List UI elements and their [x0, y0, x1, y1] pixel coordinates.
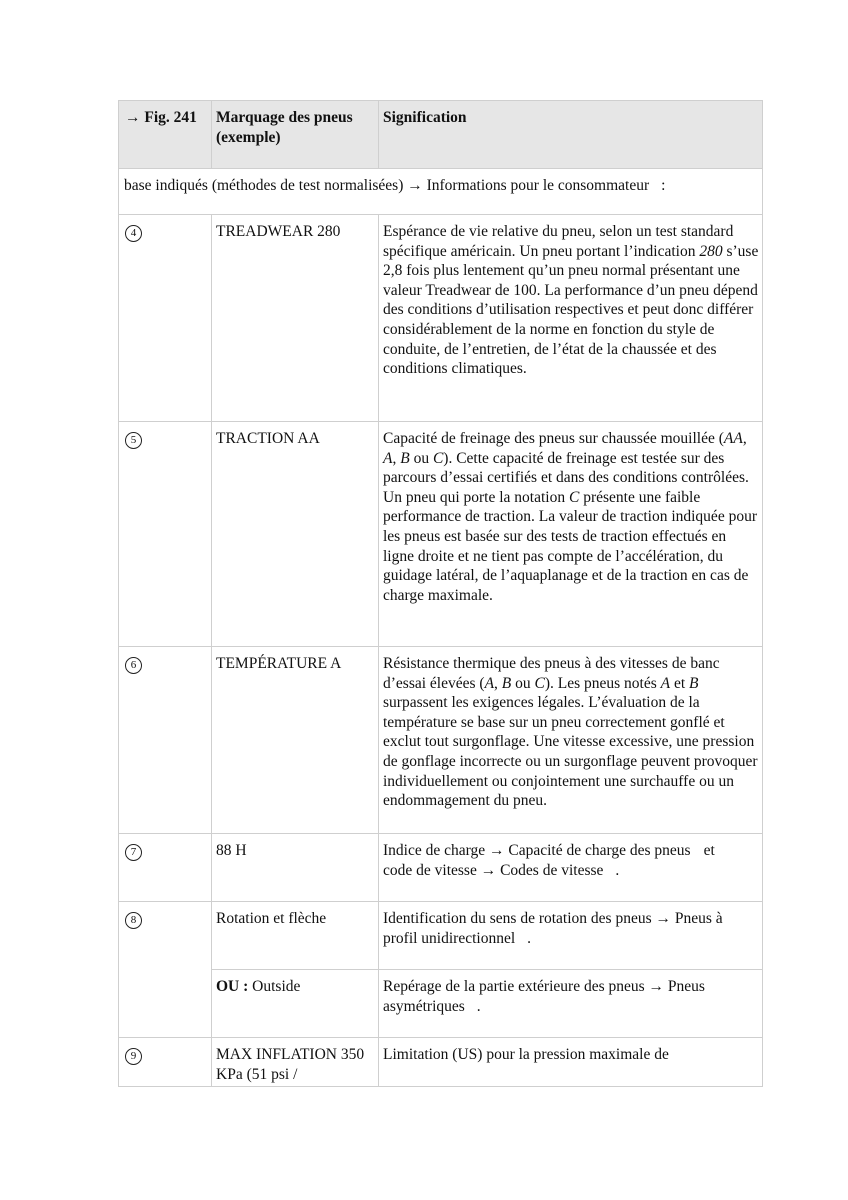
- marking-cell: 88 H: [212, 834, 379, 902]
- meaning-italic: B: [400, 449, 410, 467]
- meaning-cell: [379, 970, 763, 1038]
- meaning-italic: A: [383, 449, 393, 467]
- table-row: [119, 902, 763, 970]
- meaning-text: .: [476, 997, 481, 1015]
- marking-cell: TRACTION AA: [212, 422, 379, 647]
- meaning-text: ). Les pneus notés: [544, 674, 661, 692]
- table-row: [119, 422, 763, 647]
- header-fig-ref: → Fig. 241: [119, 101, 212, 169]
- marking-text: Outside: [248, 978, 301, 995]
- meaning-italic: C: [432, 449, 444, 467]
- circled-number: 4: [125, 225, 142, 242]
- meaning-text: ou: [511, 674, 535, 692]
- circled-number: 6: [125, 657, 142, 674]
- marking-cell: TREADWEAR 280: [212, 215, 379, 422]
- meaning-text: .: [615, 861, 620, 879]
- marking-cell: TEMPÉRATURE A: [212, 647, 379, 834]
- meaning-text: Capacité de freinage des pneus sur chaussée mouillée (: [383, 430, 724, 447]
- meaning-cell: [379, 834, 763, 902]
- meaning-text: ou: [409, 449, 433, 467]
- meaning-text: et: [670, 674, 690, 692]
- row-number-cell: [119, 215, 212, 422]
- meaning-text: Résistance thermique des pneus à des vitesses de banc d’essai élevées (: [383, 655, 720, 692]
- marking-cell: MAX INFLATION 350 KPa (51 psi /: [212, 1038, 379, 1087]
- meaning-text: Espérance de vie relative du pneu, selon un test standard spécifique américain. Un pneu portant l’indication: [383, 223, 734, 260]
- meaning-link-text[interactable]: Indice de charge → Capacité de charge des pneus: [383, 842, 691, 859]
- meaning-link-text[interactable]: Identification du sens de rotation des pneus → Pneus à profil unidirectionnel: [383, 910, 723, 947]
- subheader-suffix: :: [661, 177, 666, 194]
- meaning-cell: [379, 422, 763, 647]
- circled-number: 5: [125, 432, 142, 449]
- meaning-cell: [379, 215, 763, 422]
- row-number-cell: [119, 1038, 212, 1087]
- meaning-text: ,: [742, 430, 747, 447]
- table-row: [119, 834, 763, 902]
- marking-cell: Rotation et flèche: [212, 902, 379, 970]
- meaning-text: présente une faible performance de traction. La valeur de traction indiquée pour les pneus est basée sur des tests de traction effectués en ligne droite et ne tient pas compte de l’accélération, du guidage latéral, de l’aquaplanage et de la traction en cas de charge maximale.: [383, 488, 757, 604]
- table-row: [119, 647, 763, 834]
- row-number-cell: [119, 422, 212, 647]
- table-row: [119, 1038, 763, 1087]
- circled-number: 9: [125, 1048, 142, 1065]
- meaning-italic: 280: [699, 242, 723, 260]
- meaning-text: ,: [494, 674, 502, 692]
- header-meaning: Signification: [379, 101, 763, 169]
- meaning-italic: A: [660, 674, 671, 692]
- table-row: [119, 970, 763, 1038]
- row-number-cell: [119, 647, 212, 834]
- meaning-link-text[interactable]: Repérage de la partie extérieure des pneus → Pneus asymétriques: [383, 978, 705, 1015]
- circled-number: 8: [125, 912, 142, 929]
- meaning-italic: AA: [723, 430, 743, 447]
- subheader-row: [119, 169, 763, 215]
- meaning-text: ,: [392, 449, 401, 467]
- meaning-cell: Limitation (US) pour la pression maximale de: [379, 1038, 763, 1087]
- meaning-italic: C: [568, 488, 580, 506]
- meaning-text: et: [703, 842, 715, 859]
- table-row: [119, 215, 763, 422]
- meaning-cell: [379, 647, 763, 834]
- table-header-row: [119, 101, 763, 169]
- row-number-cell: [119, 902, 212, 1038]
- meaning-cell: [379, 902, 763, 970]
- meaning-text: s’use 2,8 fois plus lentement qu’un pneu normal présentant une valeur Treadwear de 100. La performance d’un pneu dépend des conditions d’utilisation respectives et peut donc différer considérablement de la norme en fonction du style de conduite, de l’entretien, de l’état de la chaussée et des conditions climatiques.: [383, 242, 759, 378]
- row-number-cell: [119, 834, 212, 902]
- subheader-text: base indiqués (méthodes de test normalisées) → Informations pour le consommateur: [124, 177, 650, 194]
- or-label: OU :: [216, 978, 249, 995]
- subheader-cell: [119, 169, 763, 215]
- tire-marking-table: [118, 100, 763, 1087]
- header-marking: Marquage des pneus (exemple): [212, 101, 379, 169]
- meaning-link-text[interactable]: code de vitesse → Codes de vitesse: [383, 861, 604, 879]
- meaning-italic: A: [484, 674, 495, 692]
- circled-number: 7: [125, 844, 142, 861]
- meaning-italic: B: [501, 674, 512, 692]
- meaning-italic: C: [534, 674, 545, 692]
- meaning-text: .: [527, 929, 532, 947]
- marking-cell: [212, 970, 379, 1038]
- meaning-text: surpassent les exigences légales. L’évaluation de la température se base sur un pneu correctement gonflé et exclut tout surgonflage. Une vitesse excessive, une pression de gonflage incorrecte ou un surgonflage peuvent provoquer individuellement ou conjointement une surchauffe ou un endommagement du pneu.: [383, 694, 758, 810]
- meaning-text: ). Cette capacité de freinage est testée sur des parcours d’essai certifiés et dans des conditions contrôlées. Un pneu qui porte la notation: [383, 449, 749, 506]
- meaning-italic: B: [689, 674, 699, 692]
